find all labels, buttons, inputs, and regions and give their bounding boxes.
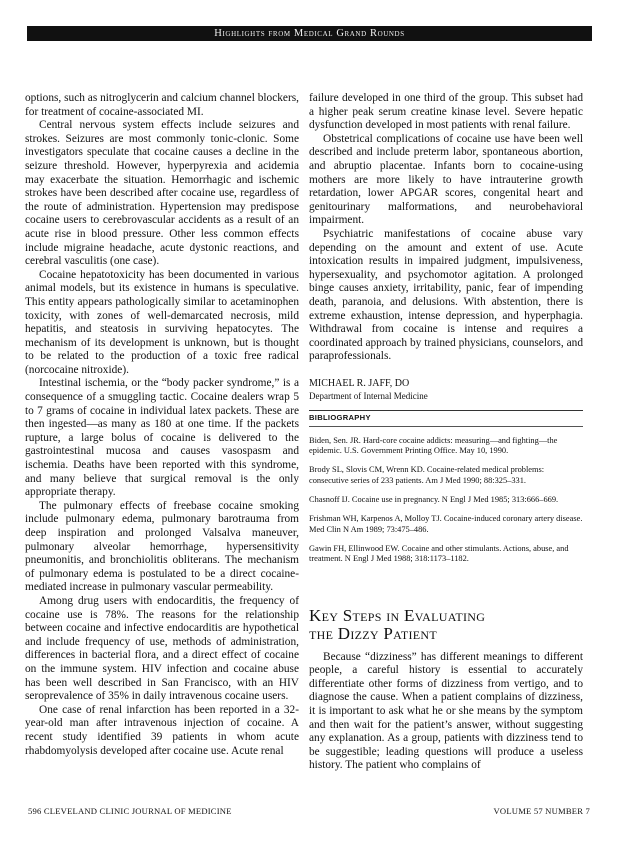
body-paragraph: One case of renal infarction has been reported in a 32-year-old man after intravenous injection of cocaine. A recent study identified 39 patients in whom acute rhabdomyolysis developed after cocaine use. Acute renal bbox=[25, 703, 299, 757]
body-paragraph: The pulmonary effects of freebase cocaine smoking include pulmonary edema, pulmonary barotrauma from deep inspiration and prolonged Valsalva maneuver, pulmonary alveolar hemorrhage, hypersensitivity pneumonitis, and bronchiolitis obliterans. The mechanism of pulmonary edema is postulated to be a direct cocaine-mediated increase in pulmonary vascular permeability. bbox=[25, 499, 299, 594]
body-paragraph: Psychiatric manifestations of cocaine abuse vary depending on the amount and extent of use. Acute intoxication results in impaired judgment, impulsiveness, hypersexuality, and psychomotor agitation. A prolonged binge causes anxiety, irritability, panic, fear of impending death, paranoia, and delusions. With abstention, there is extreme exhaustion, intense depression, and hyperphagia. Withdrawal from cocaine is intense and requires a coordinated approach by trained physicians, counselors, and paraprofessionals. bbox=[309, 227, 583, 363]
author-department: Department of Internal Medicine bbox=[309, 390, 428, 401]
body-paragraph: failure developed in one third of the group. This subset had a higher peak serum creatine kinase level. Severe hepatic dysfunction developed in most patients with renal failure. bbox=[309, 92, 583, 132]
bibliography-entry: Gawin FH, Ellinwood EW. Cocaine and other stimulants. Actions, abuse, and treatment. N Engl J Med 1988; 318:1173–1182. bbox=[309, 543, 569, 564]
bibliography-heading: BIBLIOGRAPHY bbox=[309, 412, 371, 422]
section-divider bbox=[309, 426, 583, 427]
article-title-line: the Dizzy Patient bbox=[309, 623, 437, 643]
running-header bbox=[27, 26, 592, 41]
bibliography-entry: Brody SL, Slovis CM, Wrenn KD. Cocaine-related medical problems: consecutive series of 233 patients. Am J Med 1990; 88:325–331. bbox=[309, 465, 545, 485]
author-signature bbox=[309, 378, 583, 402]
body-paragraph: Among drug users with endocarditis, the frequency of cocaine use is 78%. The reasons for the relationship between cocaine and infective endocarditis are hypothetical and include frequency of use, methods of administration, differences in bacterial flora, and a direct effect of cocaine on the immune system. HIV infection and cocaine abuse has been well described in San Francisco, with an HIV seroprevalence of 35% in daily intravenous cocaine users. bbox=[25, 594, 299, 703]
section-divider bbox=[309, 410, 583, 411]
body-paragraph: Obstetrical complications of cocaine use have been well described and include preterm labor, spontaneous abortion, and abruptio placentae. Infants born to cocaine-using mothers are more likely to have intrauterine growth retardation, lower APGAR scores, congenital heart and genitourinary malformations, and neurobehavioral impairment. bbox=[309, 132, 583, 227]
bibliography-entry: Chasnoff IJ. Cocaine use in pregnancy. N Engl J Med 1985; 313:666–669. bbox=[309, 495, 559, 505]
body-paragraph: Cocaine hepatotoxicity has been documented in various animal models, but its existence in humans is speculative. This entity appears pathologically similar to acetaminophen toxicity, with zones of well-demarcated necrosis, mild hepatitis, and steatosis in surviving hepatocytes. The mechanism of its development is unknown, but is thought to be related to the production of a toxic free radical (norcocaine nitroxide). bbox=[25, 268, 299, 376]
bibliography-entry: Frishman WH, Karpenos A, Molloy TJ. Cocaine-induced coronary artery disease. Med Clin N Am 1989; 73:475–486. bbox=[309, 514, 583, 534]
article-title-line: Key Steps in Evaluating bbox=[309, 605, 486, 625]
footer-volume: VOLUME 57 NUMBER 7 bbox=[493, 806, 590, 816]
article-body bbox=[309, 651, 583, 773]
right-column bbox=[309, 92, 583, 773]
author-name: MICHAEL R. JAFF, DO bbox=[309, 377, 410, 389]
bibliography-entry: Biden, Sen. JR. Hard-core cocaine addicts: measuring—and fighting—the epidemic. U.S. Government Printing Office. May 10, 1990. bbox=[309, 435, 558, 456]
article-title bbox=[309, 607, 583, 643]
running-title: Highlights from Medical Grand Rounds bbox=[214, 28, 405, 39]
body-paragraph: options, such as nitroglycerin and calcium channel blockers, for treatment of cocaine-associated MI. bbox=[25, 92, 299, 118]
body-paragraph: Central nervous system effects include seizures and strokes. Seizures are most commonly tonic-clonic. Some investigators speculate that cocaine causes a decline in the seizure threshold. However, hyperpyrexia and acidemia may exacerbate the situation. Hemorrhagic and ischemic strokes have been described after cocaine use, regardless of the route of administration. Hypertension may predispose cocaine users to cerebrovascular accidents as a result of an acute rise in blood pressure. Other less common effects include migraine headache, acute dystonic reactions, and cerebral vasculitis (one case). bbox=[25, 119, 299, 268]
footer-journal: 596 CLEVELAND CLINIC JOURNAL OF MEDICINE bbox=[28, 806, 232, 816]
left-column bbox=[25, 92, 299, 758]
body-paragraph: Because “dizziness” has different meanings to different people, a careful history is essential to accurately differentiate other forms of dizziness from vertigo, and to diagnose the cause. When a patient complains of dizziness, it is important to ask what he or she means by the symptom and then wait for the patient’s answer, without suggesting any explanation. As a group, patients with dizziness tend to be suggestible; leading questions will produce a useless history. The patient who complains of bbox=[309, 650, 583, 772]
body-paragraph: Intestinal ischemia, or the “body packer syndrome,” is a consequence of a smuggling tactic. Cocaine dealers wrap 5 to 7 grams of cocaine in individual latex packets. These are then ingested—as many as 180 at one time. If the packets rupture, a large bolus of cocaine is delivered to the gastrointestinal mucosa and causes vasospasm and ischemia. Deaths have been reported with this syndrome, and many believe that surgical removal is the only appropriate therapy. bbox=[25, 377, 299, 499]
